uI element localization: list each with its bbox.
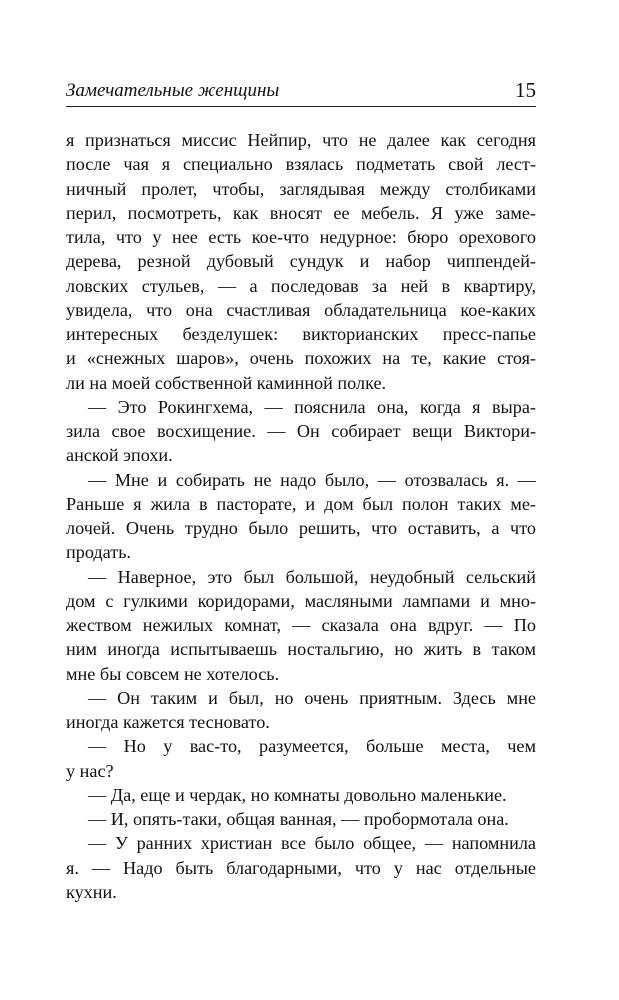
- text-line: — Но у вас-то, разумеется, больше места, чем: [88, 736, 536, 757]
- running-title: Замечательные женщины: [66, 80, 280, 101]
- text-line: ли на моей собственной каминной полке.: [66, 372, 387, 393]
- text-line: я признаться миссис Нейпир, что не далее как сегодня: [66, 130, 536, 150]
- text-line: дом с гулкими коридорами, масляными лампами и мно-: [66, 590, 536, 611]
- text-line: я. — Надо быть благодарными, что у нас отдельные: [66, 857, 536, 878]
- text-line: продать.: [66, 542, 132, 563]
- text-line: мне бы совсем не хотелось.: [66, 663, 280, 684]
- text-line: тила, что у нее есть кое-что недурное: бюро орехового: [66, 227, 536, 247]
- text-line: анской эпохи.: [66, 445, 173, 466]
- text-line: иногда кажется тесновато.: [66, 712, 270, 732]
- text-line: — У ранних христиан все было общее, — напомнила: [88, 833, 536, 854]
- text-line: — Это Рокингхема, — пояснила она, когда я выра-: [88, 396, 536, 417]
- text-line: — Мне и собирать не надо было, — отозвалась я. —: [88, 469, 536, 490]
- text-line: жеством нежилых комнат, — сказала она вдруг. — По: [66, 615, 536, 635]
- text-line: — Наверное, это был большой, неудобный сельский: [88, 566, 536, 587]
- text-line: зила свое восхищение. — Он собирает вещи Виктори-: [66, 421, 536, 441]
- text-line: ним иногда испытываешь ностальгию, но жить в таком: [66, 639, 536, 660]
- text-line: у нас?: [66, 760, 114, 781]
- body-text: [66, 128, 536, 904]
- text-line: увидела, что она счастливая обладательница кое-каких: [66, 299, 536, 320]
- text-line: после чая я специально взялась подметать свой лест-: [66, 154, 536, 175]
- text-line: и «снежных шаров», очень похожих на те, какие стоя-: [66, 348, 536, 369]
- text-line: интересных безделушек: викторианских пресс-папье: [66, 324, 536, 344]
- text-line: ловских стульев, — а последовав за ней в квартиру,: [66, 275, 536, 296]
- text-line: ничный пролет, чтобы, заглядывая между столбиками: [66, 178, 536, 199]
- text-line: Раньше я жила в пасторате, и дом был полон таких ме-: [66, 493, 536, 514]
- page-number: 15: [515, 78, 536, 102]
- running-header: [66, 80, 536, 107]
- text-line: лочей. Очень трудно было решить, что оставить, а что: [66, 518, 536, 538]
- text-line: — Да, еще и чердак, но комнаты довольно маленькие.: [88, 784, 507, 805]
- text-line: перил, посмотреть, как вносят ее мебель. Я уже заме-: [66, 202, 536, 223]
- text-line: — И, опять-таки, общая ванная, — пробормотала она.: [88, 809, 509, 829]
- text-line: кухни.: [66, 881, 117, 902]
- text-line: дерева, резной дубовый сундук и набор чиппендей-: [66, 251, 536, 272]
- text-line: — Он таким и был, но очень приятным. Здесь мне: [88, 687, 536, 708]
